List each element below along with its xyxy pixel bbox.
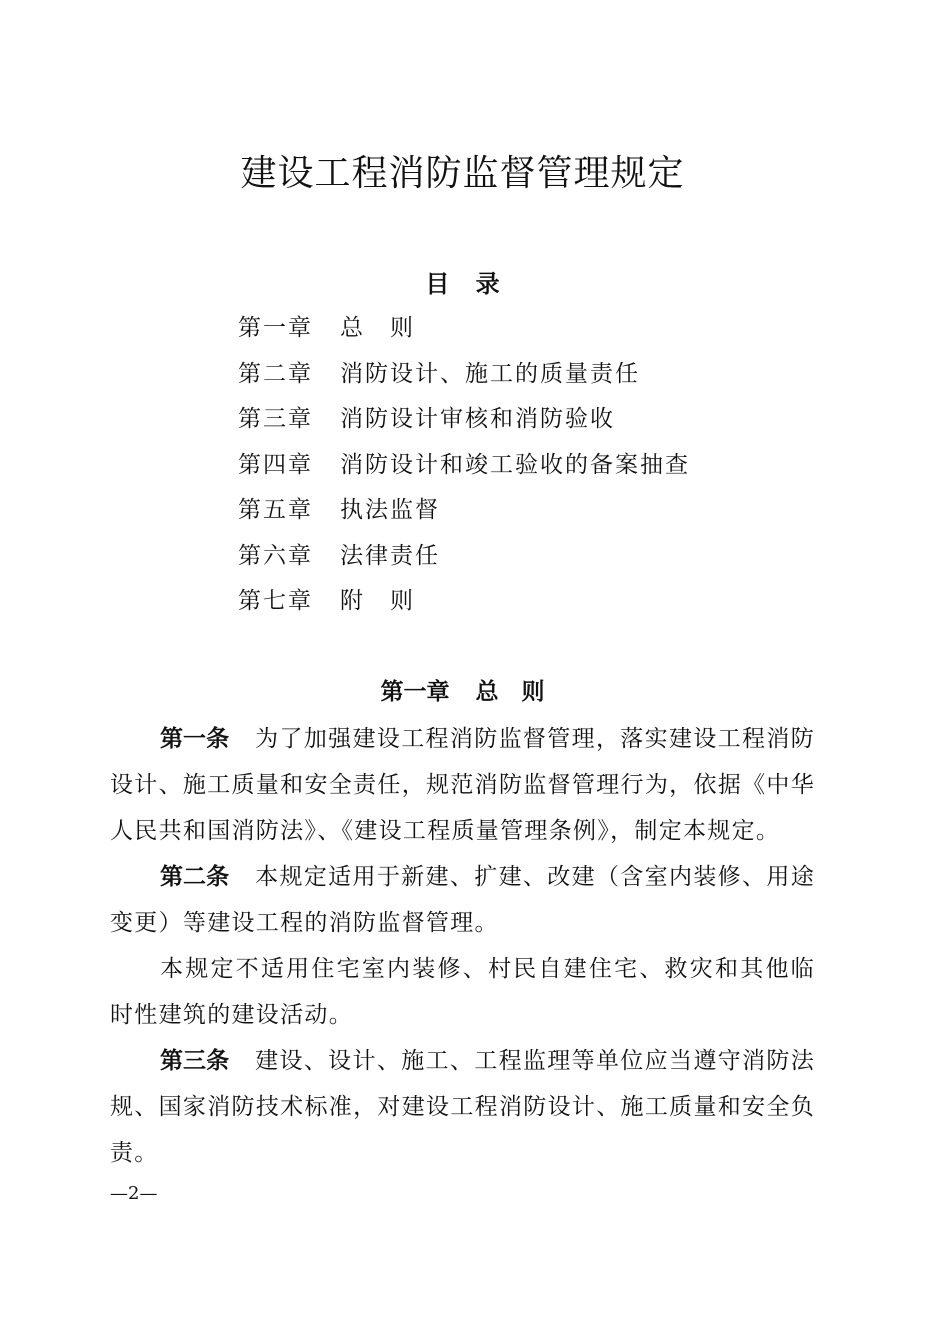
toc-item: [238, 579, 690, 625]
toc-chapter-number: 第六章: [238, 542, 313, 569]
article-text: 建设、设计、施工、工程监理等单位应当遵守消防法规、国家消防技术标准，对建设工程消防设计、施工质量和安全负责。: [110, 1048, 816, 1166]
toc-chapter-number: 第一章: [238, 315, 313, 341]
toc-item: [238, 488, 690, 534]
toc-item: [238, 397, 690, 443]
toc-chapter-title: 消防设计审核和消防验收: [340, 406, 615, 432]
toc-item: [238, 443, 690, 489]
toc-item: [238, 306, 690, 352]
toc-chapter-title: 附 则: [340, 588, 415, 614]
article-paragraph: [110, 854, 815, 946]
toc-chapter-title: 消防设计、施工的质量责任: [340, 360, 640, 387]
toc-chapter-number: 第五章: [238, 497, 313, 523]
article-paragraph: [110, 946, 815, 1038]
article-label: 第三条: [160, 1048, 230, 1074]
toc-chapter-title: 消防设计和竣工验收的备案抽查: [340, 451, 690, 478]
chapter-title: 总 则: [475, 679, 545, 705]
article-label: 第一条: [160, 726, 230, 752]
document-title: 建设工程消防监督管理规定: [240, 153, 685, 194]
article-paragraph: [110, 716, 815, 854]
toc-item: [238, 352, 690, 398]
chapter-body: [110, 716, 815, 1176]
page-number: —2—: [110, 1183, 158, 1204]
toc-item: [238, 534, 690, 580]
article-text: 为了加强建设工程消防监督管理，落实建设工程消防设计、施工质量和安全责任，规范消防监督管理行为，依据《中华人民共和国消防法》、《建设工程质量管理条例》，制定本规定。: [110, 726, 816, 844]
toc-chapter-title: 法律责任: [340, 542, 440, 569]
toc-chapter-title: 执法监督: [340, 497, 440, 523]
article-text: 本规定不适用住宅室内装修、村民自建住宅、救灾和其他临时性建筑的建设活动。: [110, 956, 815, 1028]
chapter-heading: [0, 674, 925, 710]
toc-chapter-number: 第四章: [238, 451, 313, 478]
toc-chapter-title: 总 则: [340, 315, 415, 341]
toc-heading: 目 录: [425, 270, 500, 298]
toc-chapter-number: 第三章: [238, 406, 313, 432]
toc-chapter-number: 第二章: [238, 360, 313, 387]
article-paragraph: [110, 1038, 815, 1176]
table-of-contents: [238, 306, 690, 625]
article-text: 本规定适用于新建、扩建、改建（含室内装修、用途变更）等建设工程的消防监督管理。: [110, 864, 816, 936]
article-label: 第二条: [160, 864, 230, 890]
toc-chapter-number: 第七章: [238, 588, 313, 614]
chapter-number: 第一章: [380, 679, 450, 705]
